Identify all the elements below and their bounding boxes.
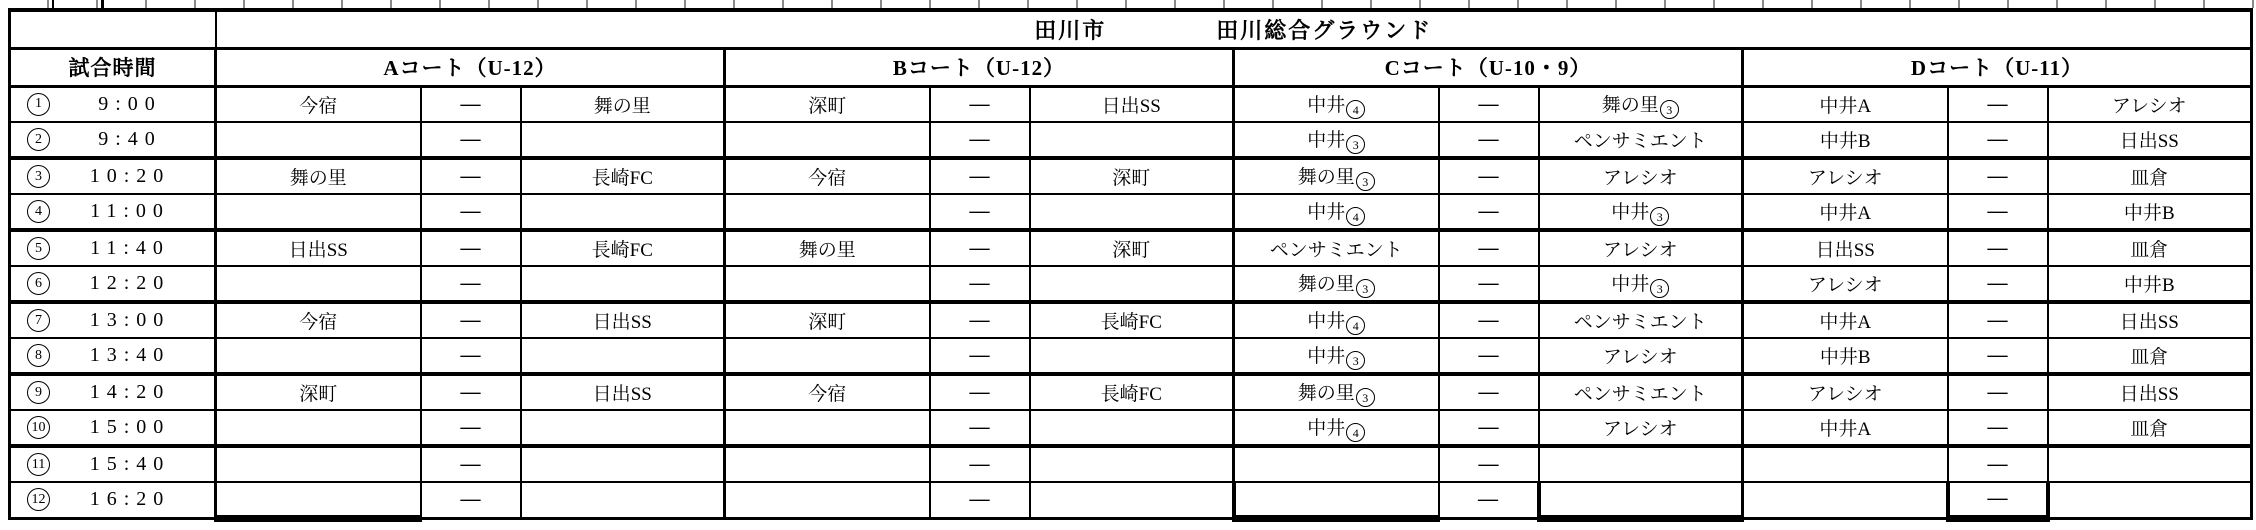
team-away-cell-court-a	[521, 194, 725, 230]
vs-dash-cell-court-a: —	[421, 194, 521, 230]
match-number-badge: 5	[27, 237, 50, 260]
vs-dash-cell-court-a: —	[421, 158, 521, 194]
match-number-badge: 11	[27, 453, 50, 476]
match-time: 13:00	[89, 309, 171, 331]
team-away-cell-court-a	[521, 482, 725, 518]
match-time: 15:40	[89, 453, 171, 475]
match-number-badge: 1	[27, 93, 50, 116]
team-home-cell-court-d: 中井B	[1743, 338, 1948, 374]
team-away-cell-court-b	[1030, 194, 1234, 230]
vs-dash-cell-court-b: —	[930, 446, 1030, 482]
team-away-cell-court-c	[1539, 446, 1743, 482]
vs-dash-cell-court-a: —	[421, 410, 521, 446]
team-home-cell-court-a: 今宿	[216, 302, 421, 338]
team-home-cell-court-c: 舞の里 3	[1234, 266, 1439, 302]
team-away-cell-court-d: 日出SS	[2048, 374, 2252, 410]
header-match-time: 試合時間	[10, 48, 216, 86]
circled-number: 4	[1346, 316, 1365, 335]
team-away-cell-court-b: 深町	[1030, 158, 1234, 194]
match-number-badge: 9	[27, 381, 50, 404]
table-row	[10, 122, 2252, 158]
vs-dash-cell-court-c: —	[1439, 86, 1539, 122]
team-away-cell-court-d: 日出SS	[2048, 302, 2252, 338]
team-away-cell-court-a: 長崎FC	[521, 230, 725, 266]
venue-city: 田川市	[1034, 17, 1107, 43]
team-home-cell-court-c: 中井 4	[1234, 410, 1439, 446]
vs-dash-cell-court-a: —	[421, 230, 521, 266]
team-away-cell-court-d: アレシオ	[2048, 86, 2252, 122]
team-home-cell-court-a	[216, 446, 421, 482]
team-home-cell-court-b	[725, 194, 930, 230]
match-time: 13:40	[89, 344, 171, 366]
match-number-badge: 7	[27, 309, 50, 332]
circled-number: 3	[1660, 100, 1679, 119]
match-time: 11:40	[90, 237, 170, 259]
match-time-cell	[10, 338, 216, 374]
team-away-cell-court-d	[2048, 446, 2252, 482]
vs-dash-cell-court-c: —	[1439, 158, 1539, 194]
vs-dash-cell-court-d: —	[1948, 374, 2048, 410]
vs-dash-cell-court-c: —	[1439, 230, 1539, 266]
match-time: 9:00	[98, 92, 162, 115]
match-number-badge: 4	[27, 200, 50, 223]
circled-number: 3	[1356, 172, 1375, 191]
vs-dash-cell-court-c: —	[1439, 410, 1539, 446]
table-row	[10, 230, 2252, 266]
team-home-cell-court-b	[725, 338, 930, 374]
team-home-cell-court-d: 中井A	[1743, 302, 1948, 338]
match-time-cell	[10, 446, 216, 482]
vs-dash-cell-court-b: —	[930, 86, 1030, 122]
team-home-cell-court-a: 舞の里	[216, 158, 421, 194]
circled-number: 3	[1650, 279, 1669, 298]
vs-dash-cell-court-c: —	[1439, 302, 1539, 338]
match-time-cell	[10, 482, 216, 518]
team-away-cell-court-b: 長崎FC	[1030, 374, 1234, 410]
venue-row-empty-cell	[10, 10, 216, 48]
team-away-cell-court-a	[521, 338, 725, 374]
vs-dash-cell-court-c: —	[1439, 374, 1539, 410]
team-home-cell-court-b	[725, 266, 930, 302]
match-number-badge: 10	[27, 416, 50, 439]
match-time-cell	[10, 194, 216, 230]
match-number-badge: 8	[27, 344, 50, 367]
match-time-cell	[10, 122, 216, 158]
team-home-cell-court-c: 舞の里 3	[1234, 158, 1439, 194]
match-time-cell	[10, 230, 216, 266]
vs-dash-cell-court-b: —	[930, 302, 1030, 338]
team-home-cell-court-c: 舞の里 3	[1234, 374, 1439, 410]
team-away-cell-court-c: ペンサミエント	[1539, 122, 1743, 158]
vs-dash-cell-court-a: —	[421, 302, 521, 338]
team-away-cell-court-b	[1030, 266, 1234, 302]
team-home-cell-court-c: ペンサミエント	[1234, 230, 1439, 266]
match-time-cell	[10, 410, 216, 446]
match-time-cell	[10, 266, 216, 302]
team-away-cell-court-c: 中井 3	[1539, 266, 1743, 302]
vs-dash-cell-court-a: —	[421, 446, 521, 482]
column-header-row	[10, 48, 2252, 86]
team-away-cell-court-c: 中井 3	[1539, 194, 1743, 230]
vs-dash-cell-court-d: —	[1948, 482, 2048, 518]
team-home-cell-court-d: 中井B	[1743, 122, 1948, 158]
table-row	[10, 302, 2252, 338]
vs-dash-cell-court-d: —	[1948, 266, 2048, 302]
circled-number: 3	[1346, 135, 1365, 154]
circled-number: 4	[1346, 100, 1365, 119]
team-home-cell-court-b: 深町	[725, 86, 930, 122]
team-home-cell-court-d: 中井A	[1743, 194, 1948, 230]
table-row	[10, 266, 2252, 302]
match-time: 10:20	[89, 165, 171, 187]
team-home-cell-court-a	[216, 194, 421, 230]
vs-dash-cell-court-d: —	[1948, 86, 2048, 122]
team-away-cell-court-a: 長崎FC	[521, 158, 725, 194]
vs-dash-cell-court-c: —	[1439, 266, 1539, 302]
team-home-cell-court-a	[216, 482, 421, 518]
circled-number: 3	[1346, 351, 1365, 370]
vs-dash-cell-court-b: —	[930, 374, 1030, 410]
team-home-cell-court-a	[216, 338, 421, 374]
team-away-cell-court-c: ペンサミエント	[1539, 374, 1743, 410]
table-row	[10, 410, 2252, 446]
team-away-cell-court-c: アレシオ	[1539, 230, 1743, 266]
circled-number: 3	[1356, 279, 1375, 298]
team-home-cell-court-a: 今宿	[216, 86, 421, 122]
schedule-rows	[10, 86, 2252, 518]
team-home-cell-court-d: アレシオ	[1743, 374, 1948, 410]
vs-dash-cell-court-b: —	[930, 338, 1030, 374]
team-home-cell-court-c: 中井 3	[1234, 338, 1439, 374]
team-home-cell-court-d: アレシオ	[1743, 266, 1948, 302]
team-away-cell-court-a	[521, 122, 725, 158]
team-away-cell-court-b	[1030, 446, 1234, 482]
team-home-cell-court-c: 中井 4	[1234, 302, 1439, 338]
team-home-cell-court-d: 中井A	[1743, 410, 1948, 446]
team-away-cell-court-b: 深町	[1030, 230, 1234, 266]
team-home-cell-court-a	[216, 410, 421, 446]
team-away-cell-court-d: 皿倉	[2048, 230, 2252, 266]
vs-dash-cell-court-d: —	[1948, 446, 2048, 482]
table-row	[10, 158, 2252, 194]
vs-dash-cell-court-b: —	[930, 194, 1030, 230]
match-time: 15:00	[89, 416, 171, 438]
vs-dash-cell-court-a: —	[421, 86, 521, 122]
team-home-cell-court-c: 中井 4	[1234, 86, 1439, 122]
team-away-cell-court-b: 日出SS	[1030, 86, 1234, 122]
team-away-cell-court-a	[521, 446, 725, 482]
team-home-cell-court-b	[725, 410, 930, 446]
team-away-cell-court-d: 皿倉	[2048, 338, 2252, 374]
match-number-badge: 2	[27, 128, 50, 151]
vs-dash-cell-court-d: —	[1948, 194, 2048, 230]
team-home-cell-court-d	[1743, 482, 1948, 518]
team-home-cell-court-a: 日出SS	[216, 230, 421, 266]
match-time-cell	[10, 158, 216, 194]
table-row	[10, 338, 2252, 374]
team-home-cell-court-c: 中井 4	[1234, 194, 1439, 230]
vs-dash-cell-court-d: —	[1948, 410, 2048, 446]
match-number-badge: 6	[27, 272, 50, 295]
team-home-cell-court-b	[725, 482, 930, 518]
vs-dash-cell-court-d: —	[1948, 158, 2048, 194]
team-home-cell-court-c: 中井 3	[1234, 122, 1439, 158]
venue-row	[10, 10, 2252, 48]
team-away-cell-court-d: 中井B	[2048, 266, 2252, 302]
table-row	[10, 482, 2252, 518]
vs-dash-cell-court-c: —	[1439, 338, 1539, 374]
match-number-badge: 3	[27, 165, 50, 188]
team-away-cell-court-d	[2048, 482, 2252, 518]
team-home-cell-court-d: 中井A	[1743, 86, 1948, 122]
team-home-cell-court-b: 舞の里	[725, 230, 930, 266]
team-home-cell-court-a	[216, 266, 421, 302]
table-row	[10, 374, 2252, 410]
venue-cell	[216, 10, 2252, 48]
team-away-cell-court-c: アレシオ	[1539, 410, 1743, 446]
vs-dash-cell-court-d: —	[1948, 230, 2048, 266]
team-home-cell-court-b	[725, 446, 930, 482]
team-away-cell-court-c: ペンサミエント	[1539, 302, 1743, 338]
circled-number: 3	[1356, 388, 1375, 407]
circled-number: 4	[1346, 423, 1365, 442]
team-away-cell-court-a	[521, 410, 725, 446]
schedule-sheet	[8, 8, 2253, 522]
match-time-cell	[10, 86, 216, 122]
circled-number: 4	[1346, 207, 1365, 226]
table-row	[10, 194, 2252, 230]
match-time-cell	[10, 374, 216, 410]
header-court-c: Cコート（U-10・9）	[1234, 48, 1743, 86]
match-schedule-table	[8, 8, 2253, 522]
team-home-cell-court-d	[1743, 446, 1948, 482]
vs-dash-cell-court-c: —	[1439, 446, 1539, 482]
circled-number: 3	[1650, 207, 1669, 226]
team-away-cell-court-a: 日出SS	[521, 374, 725, 410]
match-time: 12:20	[89, 272, 171, 294]
team-home-cell-court-a: 深町	[216, 374, 421, 410]
team-away-cell-court-a: 舞の里	[521, 86, 725, 122]
vs-dash-cell-court-a: —	[421, 482, 521, 518]
vs-dash-cell-court-b: —	[930, 410, 1030, 446]
vs-dash-cell-court-d: —	[1948, 338, 2048, 374]
team-away-cell-court-b	[1030, 482, 1234, 518]
team-home-cell-court-b: 今宿	[725, 374, 930, 410]
vs-dash-cell-court-c: —	[1439, 482, 1539, 518]
team-away-cell-court-a	[521, 266, 725, 302]
vs-dash-cell-court-b: —	[930, 122, 1030, 158]
header-court-a: Aコート（U-12）	[216, 48, 725, 86]
team-away-cell-court-c: アレシオ	[1539, 338, 1743, 374]
vs-dash-cell-court-d: —	[1948, 302, 2048, 338]
team-away-cell-court-b	[1030, 122, 1234, 158]
match-time: 9:40	[98, 128, 162, 150]
team-home-cell-court-b: 今宿	[725, 158, 930, 194]
team-home-cell-court-b	[725, 122, 930, 158]
team-home-cell-court-b: 深町	[725, 302, 930, 338]
team-away-cell-court-d: 皿倉	[2048, 158, 2252, 194]
match-number-badge: 12	[27, 488, 50, 511]
team-away-cell-court-d: 皿倉	[2048, 410, 2252, 446]
team-home-cell-court-c	[1234, 446, 1439, 482]
match-time: 14:20	[89, 381, 171, 403]
team-home-cell-court-c	[1234, 482, 1439, 518]
team-away-cell-court-d: 日出SS	[2048, 122, 2252, 158]
team-away-cell-court-c	[1539, 482, 1743, 518]
vs-dash-cell-court-a: —	[421, 374, 521, 410]
table-row	[10, 86, 2252, 122]
vs-dash-cell-court-c: —	[1439, 122, 1539, 158]
team-home-cell-court-d: 日出SS	[1743, 230, 1948, 266]
team-away-cell-court-b: 長崎FC	[1030, 302, 1234, 338]
match-time-cell	[10, 302, 216, 338]
cutoff-grid-strip	[0, 0, 2256, 8]
table-row	[10, 446, 2252, 482]
vs-dash-cell-court-b: —	[930, 158, 1030, 194]
header-court-b: Bコート（U-12）	[725, 48, 1234, 86]
team-away-cell-court-b	[1030, 410, 1234, 446]
vs-dash-cell-court-a: —	[421, 338, 521, 374]
team-away-cell-court-b	[1030, 338, 1234, 374]
team-away-cell-court-c: 舞の里 3	[1539, 86, 1743, 122]
team-away-cell-court-a: 日出SS	[521, 302, 725, 338]
venue-ground: 田川総合グラウンド	[1216, 17, 1433, 43]
vs-dash-cell-court-b: —	[930, 230, 1030, 266]
vs-dash-cell-court-b: —	[930, 482, 1030, 518]
team-away-cell-court-c: アレシオ	[1539, 158, 1743, 194]
team-home-cell-court-a	[216, 122, 421, 158]
vs-dash-cell-court-d: —	[1948, 122, 2048, 158]
match-time: 11:00	[90, 200, 170, 222]
vs-dash-cell-court-c: —	[1439, 194, 1539, 230]
vs-dash-cell-court-b: —	[930, 266, 1030, 302]
header-court-d: Dコート（U-11）	[1743, 48, 2252, 86]
match-time: 16:20	[89, 488, 171, 511]
vs-dash-cell-court-a: —	[421, 266, 521, 302]
team-away-cell-court-d: 中井B	[2048, 194, 2252, 230]
team-home-cell-court-d: アレシオ	[1743, 158, 1948, 194]
vs-dash-cell-court-a: —	[421, 122, 521, 158]
